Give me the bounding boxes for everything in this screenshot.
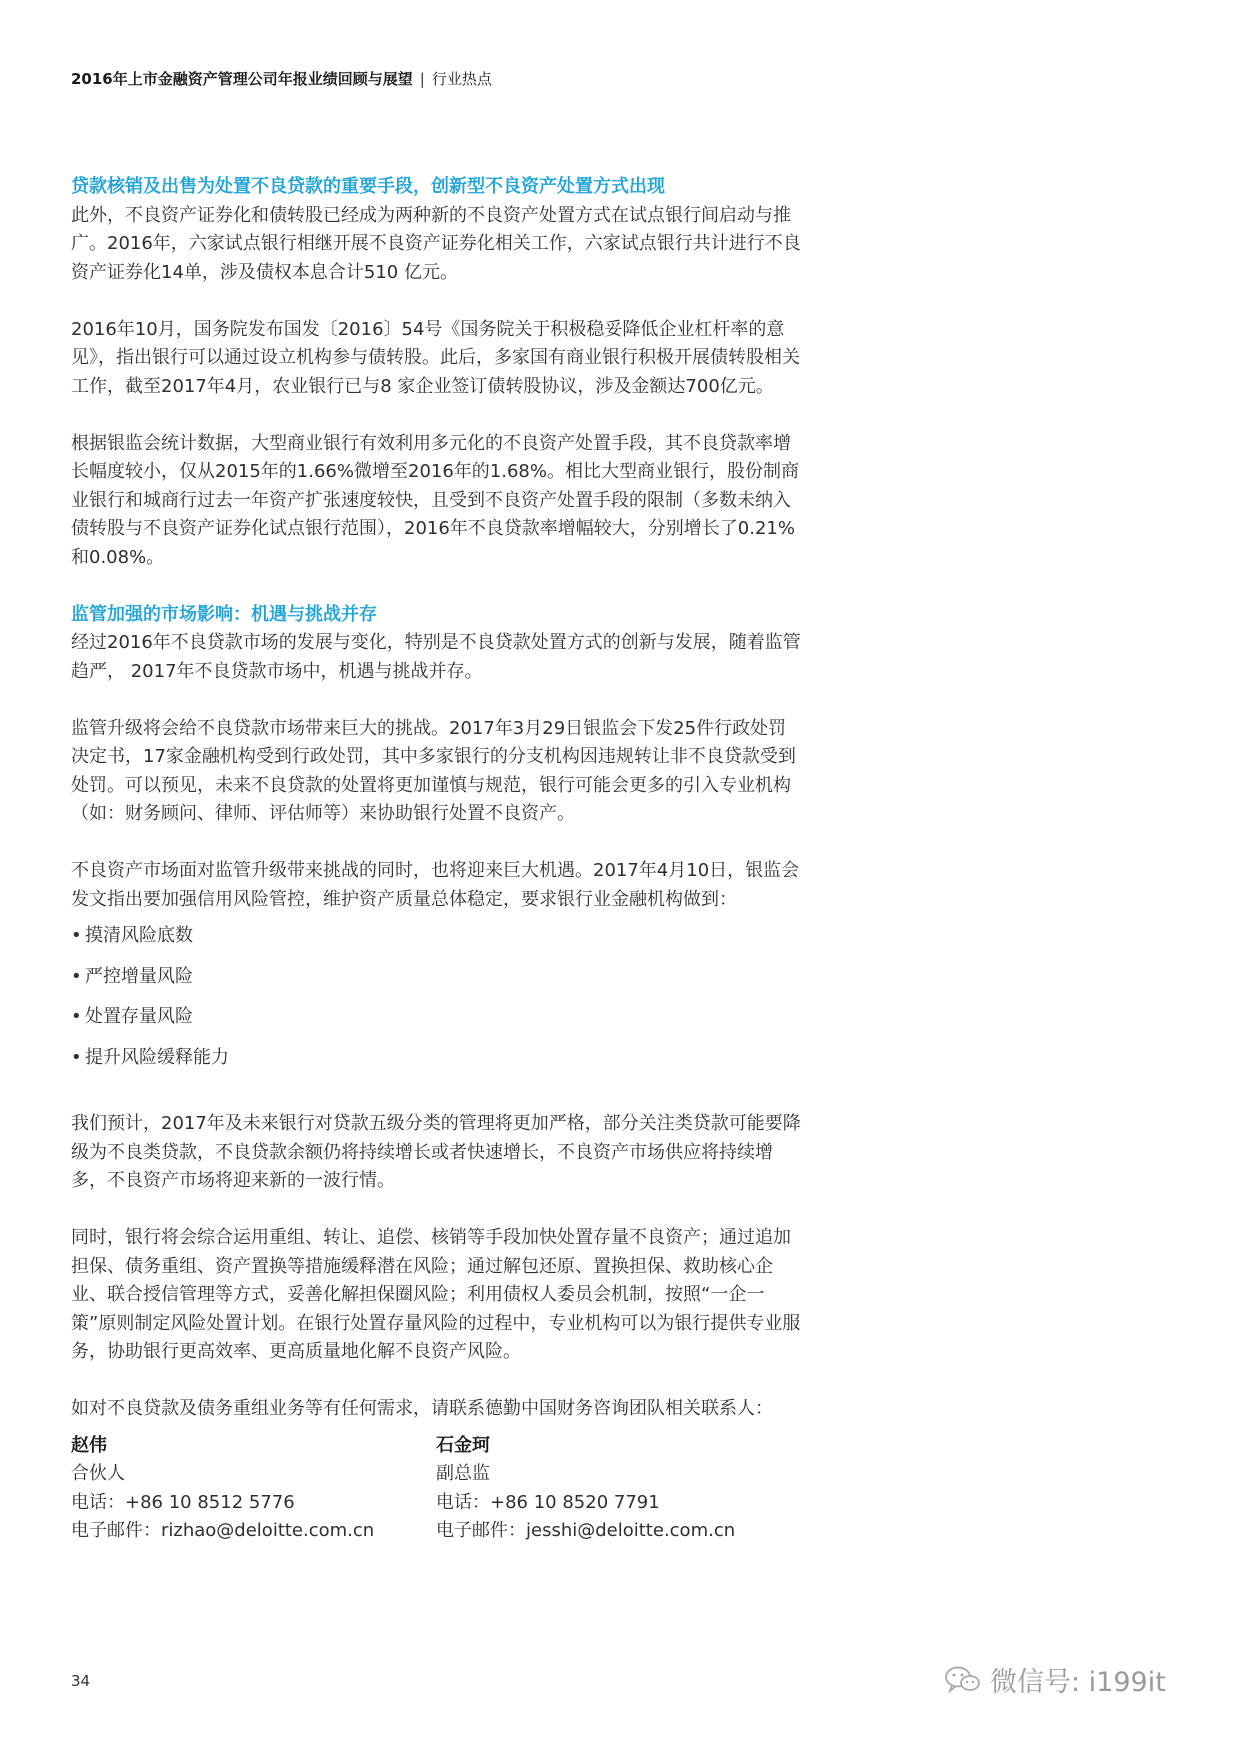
paragraph: 经过2016年不良贷款市场的发展与变化，特别是不良贷款处置方式的创新与发展，随着监管趋严， 2017年不良贷款市场中，机遇与挑战并存。 [71,632,801,682]
watermark [944,1660,1166,1699]
contact-title: 副总监 [436,1463,490,1484]
wechat-icon [944,1665,982,1695]
contact-card [436,1432,801,1546]
header-separator: | [419,70,425,88]
contact-name: 赵伟 [71,1434,107,1456]
list-item: • 摸清风险底数 [71,922,801,951]
contact-phone: 电话：+86 10 8512 5776 [71,1491,295,1513]
watermark-text: 微信号: i199it [990,1667,1166,1698]
page-number: 34 [71,1672,91,1690]
section-label: 行业热点 [431,70,492,88]
requirements-list [71,922,801,1072]
contact-phone: 电话：+86 10 8520 7791 [436,1491,660,1513]
list-item: • 提升风险缓释能力 [71,1044,801,1073]
contact-email: 电子邮件：jesshi@deloitte.com.cn [436,1520,736,1541]
list-item: • 严控增量风险 [71,963,801,992]
section-heading-regulation: 监管加强的市场影响：机遇与挑战并存 [71,603,377,625]
list-item: • 处置存量风险 [71,1003,801,1032]
paragraph: 同时，银行将会综合运用重组、转让、追偿、核销等手段加快处置存量不良资产；通过追加担保、债务重组、资产置换等措施缓释潜在风险；通过解包还原、置换担保、救助核心企业、联合授信管理等方式，妥善化解担保圈风险；利用债权人委员会机制，按照“一企一策”原则制定风险处置计划。在银行处置存量风险的过程中，专业机构可以为银行提供专业服务，协助银行更高效率、更高质量地化解不良资产风险。 [71,1227,801,1362]
contact-email: 电子邮件：rizhao@deloitte.com.cn [71,1520,375,1541]
contacts [71,1432,801,1546]
paragraph: 我们预计，2017年及未来银行对贷款五级分类的管理将更加严格，部分关注类贷款可能要降级为不良类贷款，不良贷款余额仍将持续增长或者快速增长，不良资产市场供应将持续增多，不良资产市场将迎来新的一波行情。 [71,1113,801,1191]
paragraph: 此外，不良资产证券化和债转股已经成为两种新的不良资产处置方式在试点银行间启动与推广。2016年，六家试点银行相继开展不良资产证券化相关工作，六家试点银行共计进行不良资产证券化14单，涉及债权本息合计510 亿元。 [71,204,801,283]
paragraph: 监管升级将会给不良贷款市场带来巨大的挑战。2017年3月29日银监会下发25件行政处罚决定书，17家金融机构受到行政处罚，其中多家银行的分支机构因违规转让非不良贷款受到处罚。可以预见，未来不良贷款的处置将更加谨慎与规范，银行可能会更多的引入专业机构（如：财务顾问、律师、评估师等）来协助银行处置不良资产。 [71,717,796,824]
report-title: 2016年上市金融资产管理公司年报业绩回顾与展望 [71,70,413,88]
article-body [71,173,801,1546]
contact-title: 合伙人 [71,1463,125,1484]
paragraph: 不良资产市场面对监管升级带来挑战的同时，也将迎来巨大机遇。2017年4月10日，银监会发文指出要加强信用风险管控，维护资产质量总体稳定，要求银行业金融机构做到： [71,860,800,910]
paragraph: 根据银监会统计数据，大型商业银行有效利用多元化的不良资产处置手段，其不良贷款率增长幅度较小，仅从2015年的1.66%微增至2016年的1.68%。相比大型商业银行，股份制商业银行和城商行过去一年资产扩张速度较快，且受到不良资产处置手段的限制（多数未纳入债转股与不良资产证券化试点银行范围），2016年不良贷款率增幅较大，分别增长了0.21%和0.08%。 [71,432,799,568]
contact-intro: 如对不良贷款及债务重组业务等有任何需求，请联系德勤中国财务咨询团队相关联系人： [71,1398,773,1419]
paragraph: 2016年10月，国务院发布国发〔2016〕54号《国务院关于积极稳妥降低企业杠杆率的意见》，指出银行可以通过设立机构参与债转股。此后，多家国有商业银行积极开展债转股相关工作，截至2017年4月，农业银行已与8 家企业签订债转股协议，涉及金额达700亿元。 [71,318,800,397]
section-heading-disposal: 贷款核销及出售为处置不良贷款的重要手段，创新型不良资产处置方式出现 [71,176,665,197]
contact-card [71,1432,436,1546]
contact-name: 石金珂 [436,1434,490,1456]
page-header [71,68,492,89]
